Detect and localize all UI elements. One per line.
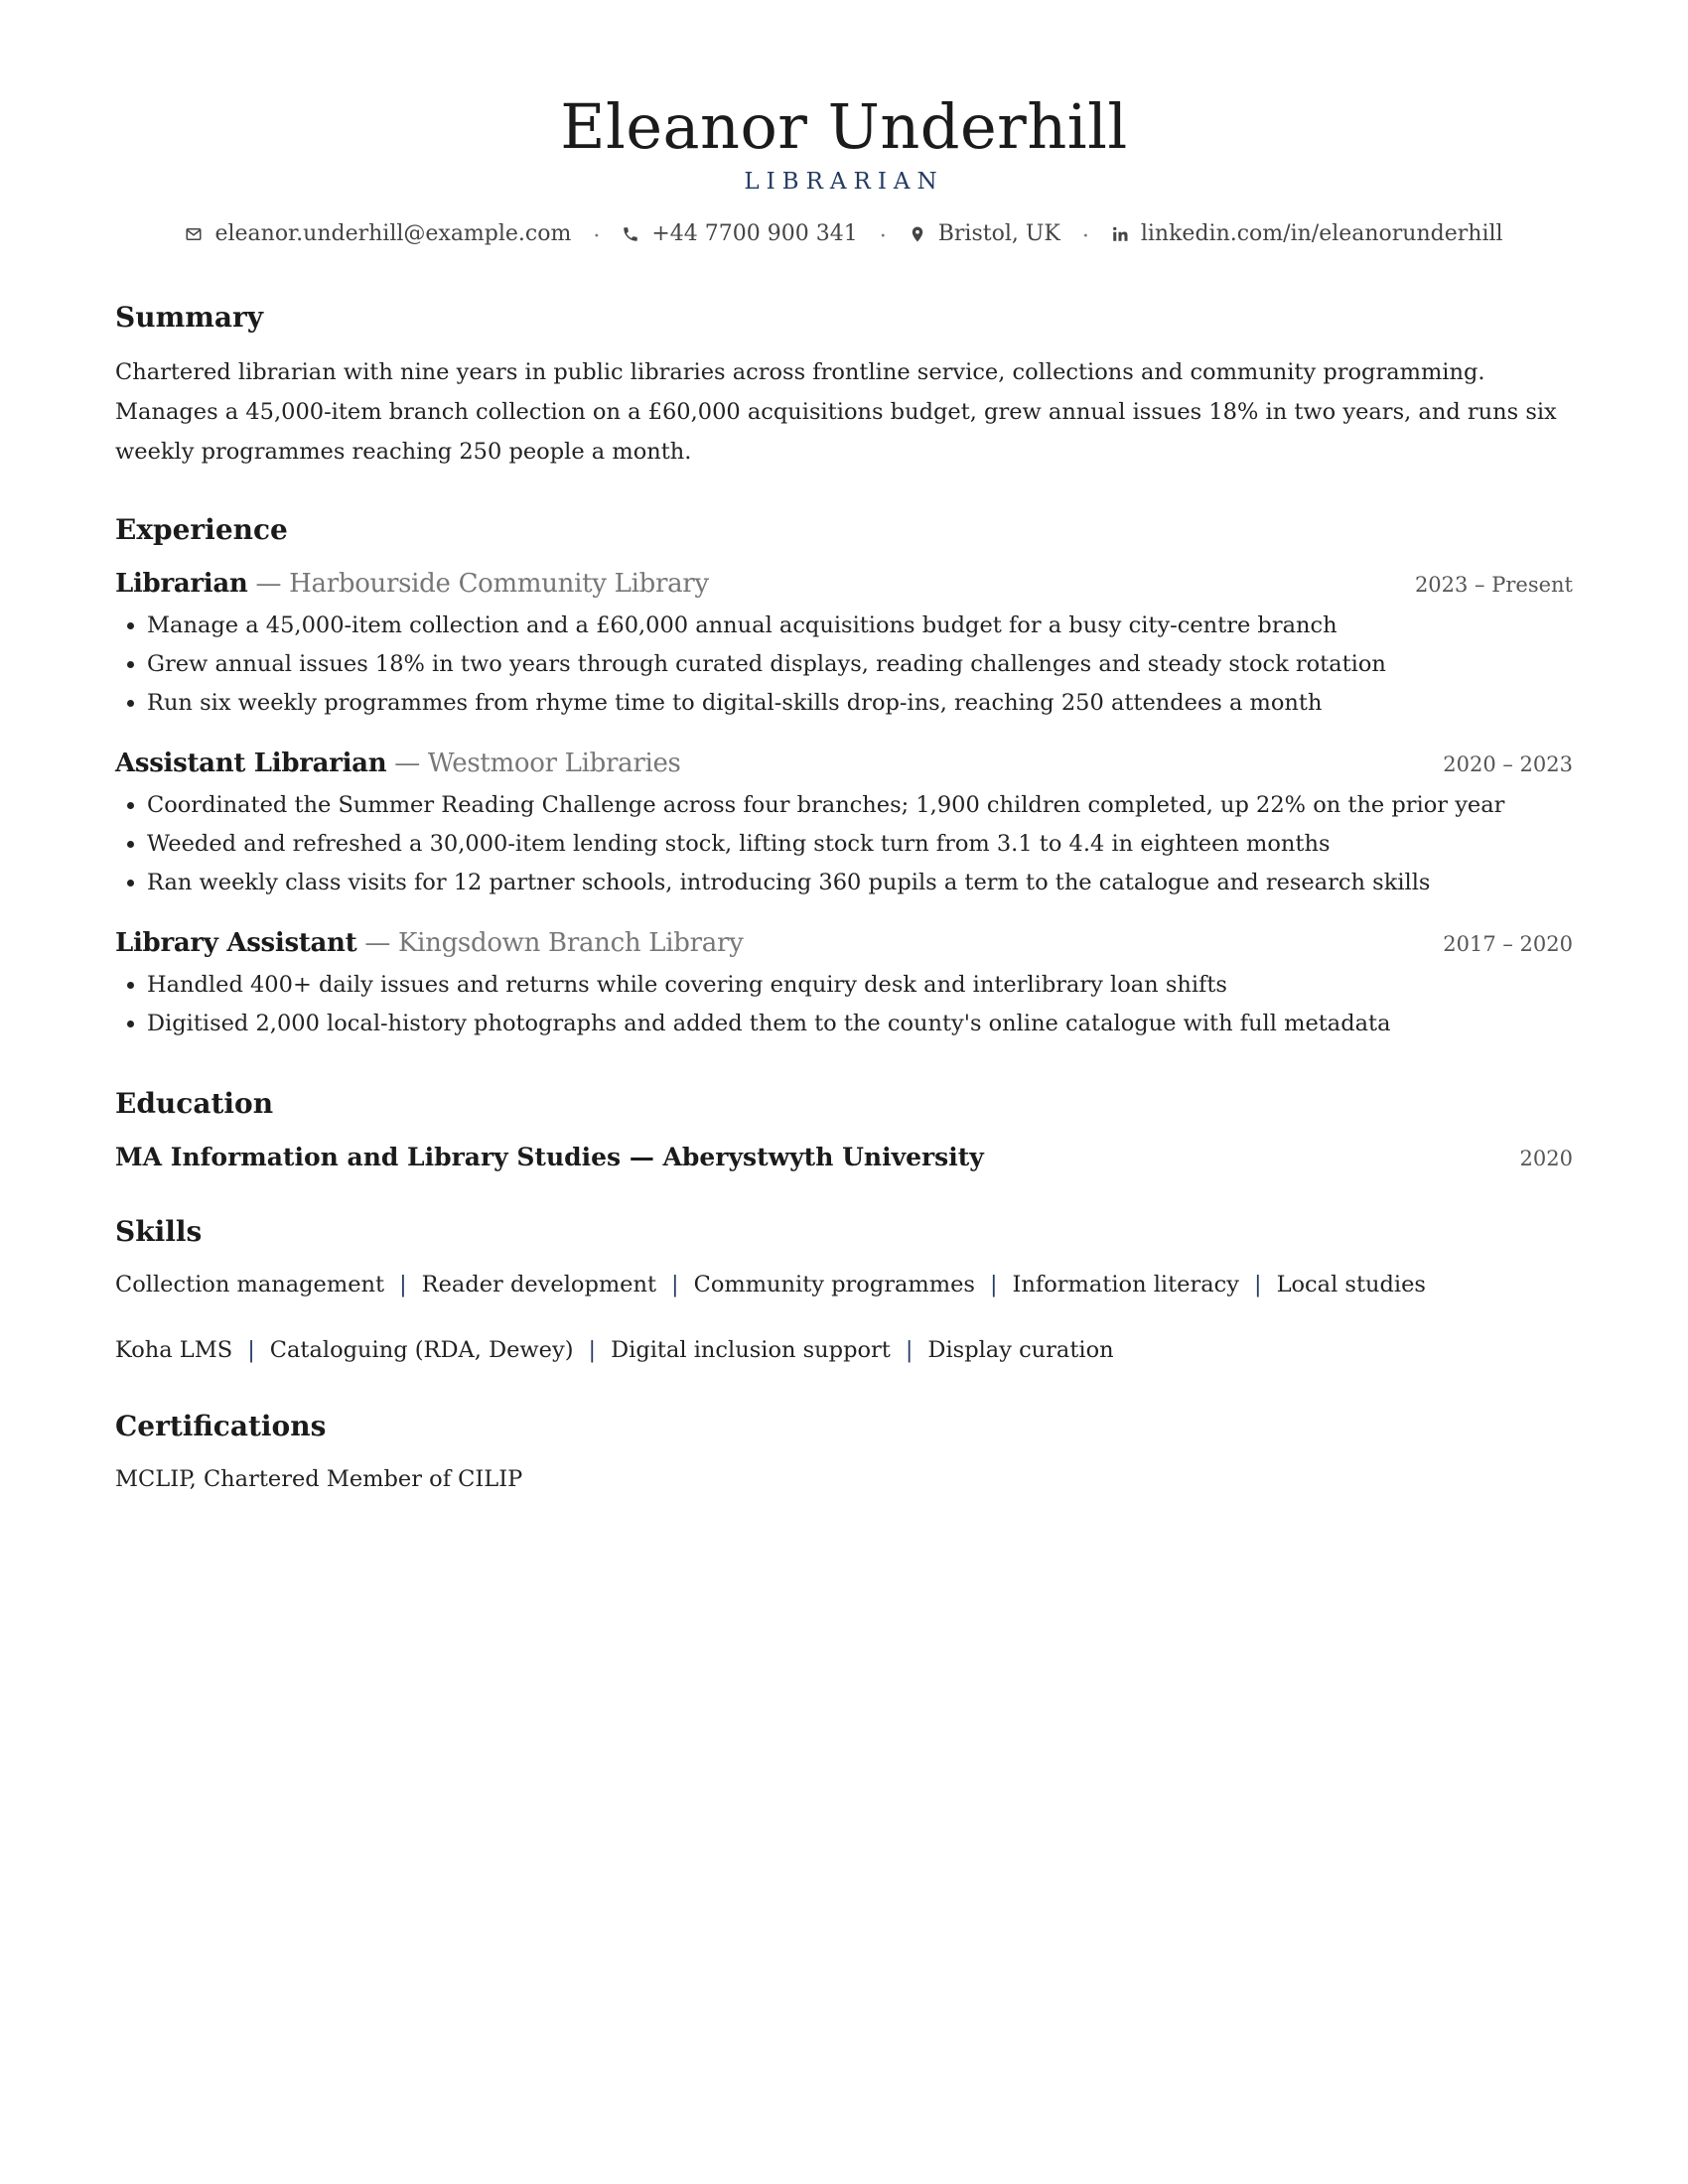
job-bullet: • Weeded and refreshed a 30,000-item lending stock, lifting stock turn from 3.1 to 4.4 in eighteen months: [147, 825, 1573, 864]
job-header: [115, 569, 1573, 599]
contact-phone[interactable]: [622, 218, 857, 250]
education-degree: MA Information and Library Studies — Aberystwyth University: [115, 1143, 984, 1171]
skill-separator: |: [1253, 1272, 1262, 1297]
skill-item: Cataloguing (RDA, Dewey): [269, 1337, 574, 1363]
skill-separator: |: [247, 1337, 255, 1363]
job-entry: [115, 569, 1573, 723]
job-bullet: • Ran weekly class visits for 12 partner schools, introducing 360 pupils a term to the catalogue and research skills: [147, 864, 1573, 902]
certification-item: MCLIP, Chartered Member of CILIP: [115, 1466, 523, 1492]
resume-header: [115, 0, 1573, 253]
skill-separator: |: [989, 1272, 998, 1297]
contact-separator: ·: [879, 224, 887, 249]
education-entry: [115, 1143, 1573, 1171]
contact-separator: ·: [1081, 224, 1089, 249]
skill-separator: |: [905, 1337, 914, 1363]
experience-heading: Experience: [115, 513, 288, 546]
job-dates: 2023 – Present: [1414, 573, 1573, 597]
job-bullets: [115, 966, 1573, 1043]
job-title: Librarian: [115, 569, 248, 599]
job-bullet: • Digitised 2,000 local-history photographs and added them to the county's online catalogue with full metadata: [147, 1005, 1573, 1043]
skills-section: [115, 1213, 1573, 1366]
contact-linkedin-text: linkedin.com/in/eleanorunderhill: [1140, 221, 1503, 246]
summary-text: Chartered librarian with nine years in public libraries across frontline service, collections and community programming. Manages a 45,000-item branch collection on a £60,000 acquisitions budget, grew annual issues 18% in two years, and runs six weekly programmes reaching 250 people a month.: [115, 359, 1557, 465]
skill-item: Information literacy: [1012, 1272, 1239, 1297]
skills-heading: Skills: [115, 1215, 203, 1248]
job-bullet: • Run six weekly programmes from rhyme time to digital-skills drop-ins, reaching 250 attendees a month: [147, 684, 1573, 723]
contact-separator: ·: [593, 224, 601, 249]
skill-item: Digital inclusion support: [611, 1337, 891, 1363]
skill-separator: |: [671, 1272, 679, 1297]
linkedin-icon: [1111, 225, 1129, 243]
map-pin-icon: [909, 225, 926, 243]
candidate-name: Eleanor Underhill: [560, 90, 1128, 163]
job-organization: — Westmoor Libraries: [386, 749, 681, 778]
contact-phone-text: +44 7700 900 341: [651, 221, 858, 246]
contact-linkedin[interactable]: [1111, 218, 1503, 250]
job-heading: [115, 569, 709, 599]
job-title: Library Assistant: [115, 928, 357, 958]
education-year: 2020: [1519, 1147, 1573, 1170]
contact-location-text: Bristol, UK: [937, 221, 1060, 246]
job-title: Assistant Librarian: [115, 749, 387, 778]
skill-item: Reader development: [421, 1272, 657, 1297]
job-dates: 2020 – 2023: [1443, 752, 1573, 776]
experience-section: [115, 511, 1573, 1043]
job-bullet: • Grew annual issues 18% in two years through curated displays, reading challenges and steady stock rotation: [147, 645, 1573, 684]
candidate-title: LIBRARIAN: [744, 169, 944, 195]
job-dates: 2017 – 2020: [1443, 932, 1573, 956]
job-bullets: [115, 786, 1573, 902]
education-section: [115, 1085, 1573, 1171]
job-organization: — Harbourside Community Library: [247, 569, 709, 599]
skill-item: Collection management: [115, 1272, 385, 1297]
skill-item: Koha LMS: [115, 1337, 233, 1363]
job-bullet: • Manage a 45,000-item collection and a £60,000 annual acquisitions budget for a busy city-centre branch: [147, 607, 1573, 645]
skill-item: Display curation: [927, 1337, 1114, 1363]
job-bullet: • Coordinated the Summer Reading Challenge across four branches; 1,900 children completed, up 22% on the prior year: [147, 786, 1573, 825]
phone-icon: [622, 225, 639, 243]
skill-separator: |: [588, 1337, 597, 1363]
contact-email-text: eleanor.underhill@example.com: [214, 221, 572, 246]
contact-location: [909, 218, 1060, 250]
summary-heading: Summary: [115, 301, 263, 334]
certifications-heading: Certifications: [115, 1410, 327, 1442]
summary-section: [115, 299, 1573, 472]
job-organization: — Kingsdown Branch Library: [356, 928, 744, 958]
skill-item: Community programmes: [693, 1272, 975, 1297]
job-entry: [115, 928, 1573, 1043]
job-entry: [115, 749, 1573, 902]
skill-item: Local studies: [1276, 1272, 1426, 1297]
job-bullets: [115, 607, 1573, 723]
contact-email[interactable]: [185, 218, 571, 250]
contact-line: [115, 218, 1573, 253]
certifications-section: [115, 1408, 1573, 1495]
skills-row: [115, 1269, 1573, 1300]
job-bullet: • Handled 400+ daily issues and returns while covering enquiry desk and interlibrary loan shifts: [147, 966, 1573, 1005]
mail-icon: [185, 225, 203, 243]
job-heading: [115, 928, 743, 958]
job-header: [115, 928, 1573, 958]
skills-row: [115, 1334, 1573, 1366]
job-heading: [115, 749, 681, 778]
skill-separator: |: [399, 1272, 407, 1297]
job-header: [115, 749, 1573, 778]
education-heading: Education: [115, 1087, 274, 1120]
